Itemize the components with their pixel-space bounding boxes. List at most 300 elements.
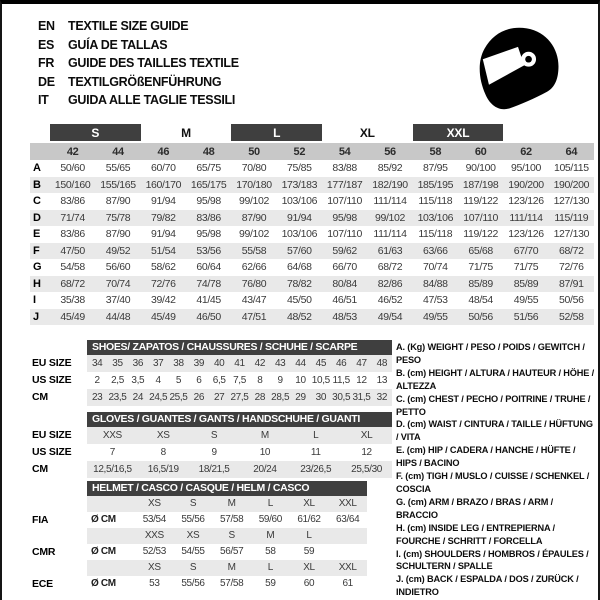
cell-value: 61: [342, 578, 353, 589]
cell-value: 18/21,5: [198, 463, 230, 475]
row-letter-h: H: [33, 277, 41, 290]
value-g-60: 71/75: [468, 261, 493, 274]
row-label-eu-size: EU SIZE: [32, 357, 72, 369]
cell-value: 9: [211, 446, 217, 458]
row-cells: [87, 355, 392, 372]
value-j-50: 47/51: [241, 310, 267, 323]
size-group-spacer: [503, 124, 548, 141]
cell-value: 55/56: [181, 514, 205, 525]
value-f-62: 67/70: [513, 244, 539, 257]
cell-value: 30,5: [332, 391, 351, 403]
value-i-44: 37/40: [105, 294, 131, 307]
helmet-table-title: HELMET / CASCO / CASQUE / HELM / CASCO: [87, 481, 367, 496]
helmet-row-0: [32, 496, 367, 512]
cell-value: M: [227, 498, 236, 509]
value-d-52: 91/94: [287, 211, 312, 224]
cell-value: 57/58: [220, 578, 244, 589]
value-e-54: 107/110: [327, 228, 363, 241]
cell-value: 53: [149, 578, 160, 589]
size-group-s: S: [50, 124, 141, 141]
cell-value: 25,5: [169, 391, 188, 403]
value-i-50: 43/47: [241, 294, 267, 307]
cell-value: 58: [265, 546, 276, 557]
value-i-48: 41/45: [196, 294, 221, 307]
value-d-56: 99/102: [374, 211, 405, 224]
value-g-48: 60/64: [196, 261, 221, 274]
value-a-52: 75/85: [287, 162, 312, 175]
value-f-50: 55/58: [241, 244, 267, 257]
value-h-54: 80/84: [332, 277, 357, 290]
size-header-64: 64: [565, 145, 578, 158]
measurement-legend: [396, 341, 597, 599]
value-d-64: 115/119: [554, 211, 589, 224]
cell-value: 24: [132, 391, 144, 403]
language-code: FR: [38, 56, 55, 70]
unit-spacer: [87, 560, 135, 576]
value-b-48: 165/175: [190, 178, 227, 191]
cell-value: 63/64: [336, 514, 360, 525]
value-j-58: 49/55: [423, 310, 448, 323]
value-c-64: 127/130: [553, 195, 590, 208]
legend-item-c: C. (cm) CHEST / PECHO / POITRINE / TRUHE / PETTO: [396, 393, 591, 417]
size-header-62: 62: [520, 145, 532, 158]
value-b-54: 177/187: [326, 178, 363, 191]
cell-value: 46: [335, 357, 347, 369]
language-list: [38, 17, 239, 110]
value-a-64: 105/115: [553, 162, 589, 175]
language-title: TEXTILE SIZE GUIDE: [68, 19, 189, 33]
row-label-eu-size: EU SIZE: [32, 429, 72, 441]
size-header-52: 52: [293, 145, 306, 158]
cell-value: 41: [234, 357, 245, 369]
size-group-spacer: [30, 124, 50, 141]
value-e-56: 111/114: [373, 228, 407, 241]
value-a-60: 90/100: [465, 162, 496, 175]
value-i-58: 47/53: [423, 294, 448, 307]
apparel-size-table: [30, 124, 594, 325]
value-f-56: 61/63: [377, 244, 403, 257]
row-cells: [87, 444, 392, 461]
size-header-56: 56: [384, 145, 396, 158]
cell-value: 53/54: [142, 514, 166, 525]
row-cells: [87, 389, 392, 406]
value-e-50: 99/102: [238, 228, 269, 241]
row-label-us-size: US SIZE: [32, 446, 72, 458]
cell-value: 25,5/30: [351, 463, 383, 475]
cell-value: 36: [132, 357, 144, 369]
value-d-58: 103/106: [417, 211, 454, 224]
cell-value: 61/62: [297, 514, 321, 525]
legend-item-a: A. (Kg) WEIGHT / PESO / POIDS / GEWITCH / PESO: [396, 342, 585, 365]
value-f-60: 65/68: [468, 244, 493, 257]
legend-item-i: I. (cm) SHOULDERS / HOMBROS / ÉPAULES / SCHULTERN / SPALLE: [396, 548, 589, 572]
value-j-54: 48/53: [332, 310, 357, 323]
shoes-row-2: [32, 389, 392, 406]
row-letter-a: A: [33, 162, 41, 175]
row-letter-i: I: [33, 294, 36, 307]
cell-value: 10: [259, 446, 271, 458]
cell-value: 20/24: [253, 463, 277, 475]
language-row-es: [38, 36, 239, 55]
cell-value: 10,5: [311, 374, 330, 386]
cell-value: 23,5: [108, 391, 127, 403]
value-i-42: 35/38: [60, 294, 85, 307]
row-label-us-size: US SIZE: [32, 374, 72, 386]
row-label-cm: CM: [32, 391, 48, 403]
cell-value: 56/57: [220, 546, 244, 557]
helmet-table-rows: [32, 496, 367, 592]
cell-value: 29: [295, 391, 306, 403]
cell-value: 26: [193, 391, 205, 403]
row-label-spacer: [32, 528, 87, 544]
value-b-60: 187/198: [462, 178, 499, 191]
value-e-42: 83/86: [60, 228, 85, 241]
row-cells: [87, 544, 367, 560]
value-i-62: 49/55: [513, 294, 539, 307]
cell-value: L: [306, 530, 312, 541]
legend-item-d: D. (cm) WAIST / CINTURA / TAILLE / HÜFTUNG / VITA: [396, 419, 593, 443]
language-title: GUIDE DES TAILLES TEXTILE: [68, 56, 239, 70]
row-cells: [87, 576, 367, 592]
cell-value: 12: [356, 374, 367, 386]
cell-value: 23/26,5: [300, 463, 332, 475]
shoes-table-rows: [32, 355, 392, 406]
cell-value: 55/56: [181, 578, 205, 589]
cell-value: 60: [303, 578, 315, 589]
cell-value: M: [260, 429, 269, 441]
gloves-table-rows: [32, 427, 392, 478]
value-g-50: 62/66: [241, 261, 267, 274]
row-letter-j: J: [33, 310, 39, 323]
cell-value: [328, 544, 367, 560]
value-j-52: 48/52: [287, 310, 312, 323]
size-group-m: M: [181, 125, 191, 140]
cell-value: XS: [186, 530, 200, 541]
value-j-64: 52/58: [559, 310, 584, 323]
value-c-56: 111/114: [373, 195, 407, 208]
legend-item-h: H. (cm) INSIDE LEG / ENTREPIERNA / FOURCHE / SCHRITT / FORCELLA: [396, 522, 555, 546]
value-c-54: 107/110: [327, 195, 363, 208]
value-b-58: 185/195: [417, 178, 454, 191]
value-i-64: 50/56: [559, 294, 584, 307]
shoes-row-0: [32, 355, 392, 372]
value-f-42: 47/50: [60, 244, 85, 257]
cell-value: XS: [156, 429, 170, 441]
size-header-42: 42: [66, 145, 79, 158]
value-i-54: 46/51: [332, 294, 357, 307]
value-f-64: 68/72: [559, 244, 584, 257]
language-row-de: [38, 73, 239, 92]
size-header-54: 54: [338, 145, 351, 158]
cell-value: [328, 528, 367, 544]
value-c-60: 119/122: [463, 195, 499, 208]
legend-item-j: J. (cm) BACK / ESPALDA / DOS / ZURÜCK / INDIETRO: [396, 574, 579, 598]
size-header-60: 60: [474, 145, 487, 158]
helmet-row-2: [32, 528, 367, 544]
language-row-it: [38, 91, 239, 110]
unit-label: Ø CM: [91, 514, 116, 525]
row-label-fia: FIA: [32, 513, 49, 526]
cell-value: 44: [295, 357, 306, 369]
cell-value: 8: [160, 446, 166, 458]
value-b-56: 182/190: [372, 178, 408, 191]
value-d-44: 75/78: [105, 211, 131, 224]
row-cells: [87, 560, 367, 576]
value-j-44: 44/48: [105, 310, 131, 323]
cell-value: 52/53: [142, 546, 166, 557]
measurement-row-i: [30, 292, 594, 309]
unit-label: Ø CM: [91, 578, 116, 589]
value-c-48: 95/98: [196, 195, 221, 208]
value-h-46: 72/76: [151, 277, 176, 290]
value-g-44: 56/60: [105, 261, 131, 274]
value-b-64: 190/200: [553, 178, 590, 191]
value-c-62: 123/126: [508, 195, 544, 208]
cell-value: 6: [196, 374, 202, 386]
measurement-row-d: [30, 210, 594, 227]
value-e-62: 123/126: [508, 228, 544, 241]
value-b-52: 173/183: [281, 178, 318, 191]
helmet-row-5: [32, 576, 367, 592]
value-f-54: 59/62: [332, 244, 357, 257]
cell-value: 28: [254, 391, 266, 403]
cell-value: 35: [112, 357, 123, 369]
gloves-table-title: GLOVES / GUANTES / GANTS / HANDSCHUHE / GUANTI: [87, 412, 392, 427]
measurement-row-h: [30, 276, 594, 293]
gloves-row-1: [32, 444, 392, 461]
cell-value: 59/60: [258, 514, 282, 525]
cell-value: 32: [376, 391, 388, 403]
measurement-row-j: [30, 309, 594, 326]
cell-value: 7: [109, 446, 116, 458]
size-header-46: 46: [157, 145, 170, 158]
value-a-46: 60/70: [151, 162, 176, 175]
cell-value: S: [189, 562, 197, 573]
size-group-l: L: [231, 124, 322, 141]
row-letter-f: F: [33, 244, 40, 257]
cell-value: S: [189, 498, 197, 509]
helmet-row-1: [32, 512, 367, 528]
cell-value: XL: [303, 562, 315, 573]
value-h-60: 85/89: [468, 277, 493, 290]
cell-value: 4: [155, 374, 161, 386]
value-b-50: 170/180: [236, 178, 272, 191]
value-g-54: 66/70: [332, 261, 357, 274]
language-row-fr: [38, 54, 239, 73]
row-cells: [87, 512, 367, 528]
value-e-52: 103/106: [281, 228, 318, 241]
language-code: ES: [38, 37, 55, 52]
cell-value: L: [267, 498, 273, 509]
value-j-42: 45/49: [60, 310, 85, 323]
cell-value: 16,5/19: [147, 463, 179, 475]
cell-value: 11: [310, 446, 321, 458]
cell-value: 54/55: [181, 546, 205, 557]
measurement-row-b: [30, 177, 594, 194]
cell-value: 45: [315, 357, 327, 369]
cell-value: XXL: [338, 498, 357, 509]
shoes-table-title: SHOES/ ZAPATOS / CHAUSSURES / SCHUHE / SCARPE: [87, 340, 392, 355]
cell-value: 48: [376, 357, 388, 369]
value-g-46: 58/62: [151, 261, 176, 274]
cell-value: L: [313, 429, 319, 441]
cell-value: 23: [91, 391, 103, 403]
legend-item-e: E. (cm) HIP / CADERA / HANCHE / HÜFTE / HIPS / BACINO: [396, 445, 576, 469]
value-a-54: 83/88: [332, 162, 357, 175]
value-g-58: 70/74: [423, 261, 448, 274]
value-g-62: 71/75: [513, 261, 539, 274]
cell-value: 10: [295, 374, 306, 386]
row-cells: [87, 528, 367, 544]
value-d-50: 87/90: [241, 211, 267, 224]
helmet-icon: [474, 22, 562, 114]
row-label-cmr: CMR: [32, 545, 56, 558]
unit-spacer: [87, 496, 135, 512]
value-j-60: 50/56: [468, 310, 493, 323]
row-letter-d: D: [33, 211, 41, 224]
value-d-48: 83/86: [196, 211, 221, 224]
apparel-size-group-row: [30, 124, 594, 141]
value-b-42: 150/160: [54, 178, 91, 191]
value-h-52: 78/82: [287, 277, 312, 290]
value-g-52: 64/68: [287, 261, 312, 274]
measurement-row-g: [30, 259, 594, 276]
measurement-row-a: [30, 160, 594, 177]
cell-value: 13: [376, 374, 388, 386]
value-h-62: 85/89: [513, 277, 539, 290]
legend-item-f: F. (cm) TIGH / MUSLO / CUISSE / SCHENKEL / COSCIA: [396, 471, 590, 494]
size-header-50: 50: [248, 145, 260, 158]
cell-value: 43: [274, 357, 286, 369]
cell-value: XS: [148, 562, 161, 573]
cell-value: 30: [315, 391, 327, 403]
cell-value: 27,5: [230, 391, 249, 403]
value-h-42: 68/72: [60, 277, 85, 290]
language-title: GUÍA DE TALLAS: [68, 37, 168, 52]
language-title: TEXTILGRÖßENFÜHRUNG: [68, 74, 222, 89]
value-g-56: 68/72: [377, 261, 403, 274]
value-f-44: 49/52: [105, 244, 131, 257]
cell-value: 42: [254, 357, 266, 369]
value-f-48: 53/56: [196, 244, 221, 257]
gloves-row-2: [32, 461, 392, 478]
unit-spacer: [87, 528, 135, 544]
cell-value: 38: [173, 357, 184, 369]
row-letter-e: E: [33, 228, 40, 241]
cell-value: 3,5: [131, 374, 145, 386]
cell-value: 34: [91, 357, 103, 369]
value-d-42: 71/74: [60, 211, 85, 224]
value-e-64: 127/130: [553, 228, 590, 241]
cell-value: 6,5: [212, 374, 226, 386]
cell-value: 59: [265, 578, 276, 589]
value-e-46: 91/94: [151, 228, 176, 241]
value-i-46: 39/42: [151, 294, 176, 307]
size-row-spacer: [30, 143, 50, 160]
helmet-row-3: [32, 544, 367, 560]
cell-value: M: [266, 530, 275, 541]
cell-value: 11,5: [332, 374, 350, 386]
cell-value: XL: [360, 429, 373, 441]
language-code: IT: [38, 93, 49, 107]
value-a-42: 50/60: [60, 162, 85, 175]
value-c-44: 87/90: [105, 195, 131, 208]
value-h-56: 82/86: [377, 277, 403, 290]
cell-value: 8: [257, 374, 263, 386]
value-e-44: 87/90: [105, 228, 131, 241]
value-b-62: 190/200: [508, 178, 544, 191]
value-f-46: 51/54: [151, 244, 176, 257]
row-letter-g: G: [33, 261, 42, 274]
size-group-xxl: XXL: [413, 124, 504, 141]
value-e-58: 115/118: [418, 228, 453, 241]
value-g-42: 54/58: [60, 261, 85, 274]
language-row-en: [38, 17, 239, 36]
unit-label: Ø CM: [91, 546, 116, 557]
cell-value: 24,5: [149, 391, 168, 403]
language-code: DE: [38, 74, 55, 89]
value-a-48: 65/75: [196, 162, 221, 175]
value-c-52: 103/106: [281, 195, 318, 208]
cell-value: 37: [152, 357, 164, 369]
cell-value: 47: [356, 357, 367, 369]
helmet-row-4: [32, 560, 367, 576]
gloves-size-table: [32, 412, 392, 478]
cell-value: 2: [94, 374, 100, 386]
helmet-size-table: [32, 481, 367, 592]
size-group-xl: XL: [359, 125, 375, 140]
measurement-row-c: [30, 193, 594, 210]
cell-value: 5: [175, 374, 182, 386]
value-c-46: 91/94: [151, 195, 176, 208]
measurement-row-f: [30, 243, 594, 260]
row-cells: [87, 427, 392, 444]
value-a-50: 70/80: [241, 162, 267, 175]
row-label-spacer: [32, 496, 87, 512]
gloves-row-0: [32, 427, 392, 444]
value-f-58: 63/66: [423, 244, 448, 257]
legend-item-g: G. (cm) ARM / BRAZO / BRAS / ARM / BRACCIO: [396, 496, 554, 520]
row-label-spacer: [32, 560, 87, 576]
language-code: EN: [38, 19, 55, 33]
size-header-44: 44: [112, 145, 124, 158]
cell-value: XXS: [144, 530, 164, 541]
row-label-ece: ECE: [32, 577, 53, 590]
value-b-44: 155/165: [100, 178, 136, 191]
cell-value: 7,5: [233, 374, 246, 386]
size-header-58: 58: [429, 145, 442, 158]
cell-value: S: [228, 530, 235, 541]
row-cells: [87, 461, 392, 478]
cell-value: 28,5: [271, 391, 290, 403]
cell-value: XXL: [338, 562, 357, 573]
apparel-size-row: [30, 143, 594, 160]
value-j-46: 45/49: [151, 310, 176, 323]
cell-value: 12: [361, 446, 372, 458]
cell-value: XS: [148, 498, 161, 509]
cell-value: 57/58: [220, 514, 244, 525]
cell-value: XXS: [102, 429, 122, 441]
shoes-row-1: [32, 372, 392, 389]
value-f-52: 57/60: [287, 244, 312, 257]
value-a-56: 85/92: [377, 162, 403, 175]
measurement-row-e: [30, 226, 594, 243]
cell-value: XL: [303, 498, 315, 509]
language-title: GUIDA ALLE TAGLIE TESSILI: [68, 93, 236, 107]
value-j-48: 46/50: [196, 310, 221, 323]
cell-value: M: [227, 562, 236, 573]
value-a-58: 87/95: [423, 162, 448, 175]
